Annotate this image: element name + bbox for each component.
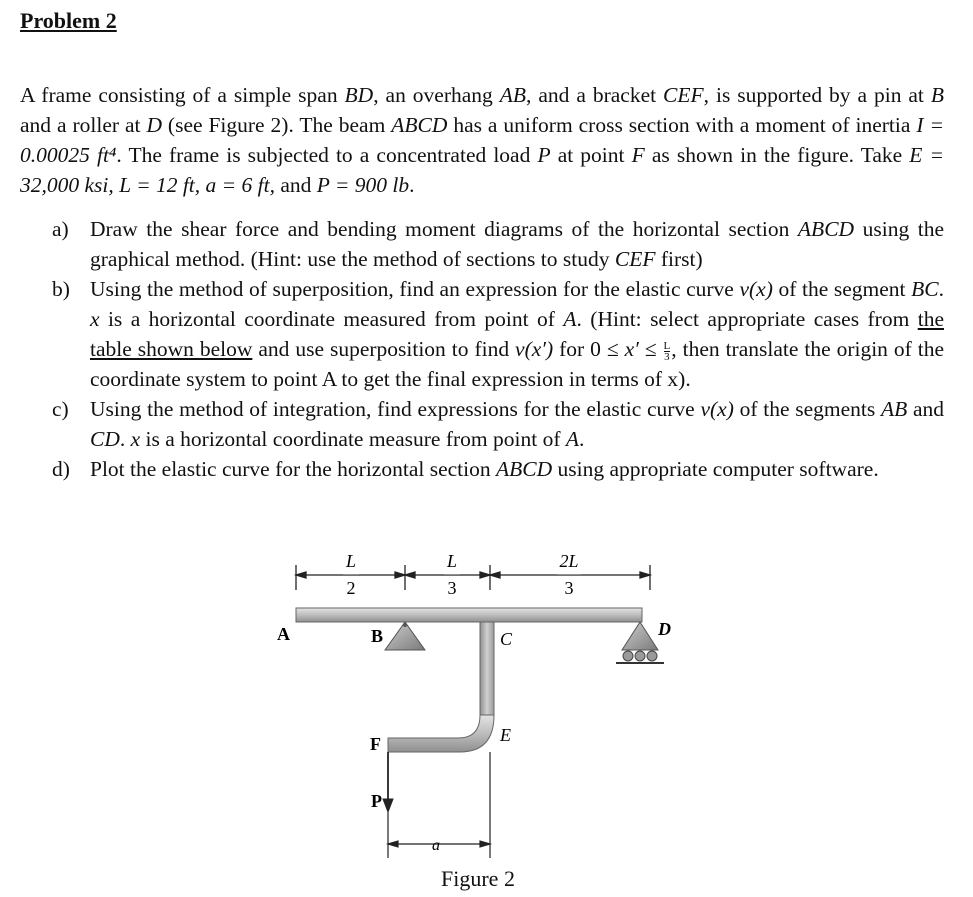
label-a: A — [277, 624, 290, 644]
task-letter: d) — [52, 457, 70, 481]
fraction-l-over-3: $\frac{L}{3}$ — [663, 339, 671, 363]
problem-heading: Problem 2 — [20, 8, 117, 33]
svg-text:2L: 2L — [559, 551, 579, 571]
label-b: B — [370, 626, 383, 646]
task-letter: a) — [52, 217, 69, 241]
dimension-label-l-over-2 — [343, 551, 359, 598]
svg-text:3: 3 — [447, 578, 457, 598]
figure-caption: Figure 2 — [441, 866, 515, 891]
svg-text:L: L — [446, 551, 458, 571]
label-c: C — [500, 629, 513, 649]
task-text: Using the method of integration, find expressions for the elastic curve v(x) of the segments AB and CD. x is a horizontal coordinate measure from point of A. — [90, 397, 944, 451]
pin-support-b — [385, 622, 425, 650]
label-f: F — [370, 734, 381, 754]
label-d: D — [658, 619, 671, 639]
label-p: P — [371, 791, 382, 811]
task-text: Draw the shear force and bending moment diagrams of the horizontal section ABCD using the graphical method. (Hint: use the method of sections to study CEF first) — [90, 217, 945, 271]
dimension-label-2l-over-3 — [557, 551, 581, 598]
dimension-label-a: a — [432, 837, 440, 854]
task-text: Using the method of superposition, find an expression for the elastic curve v(x) of the segment BC. x is a horizontal coordinate measured from point of A. (Hint: select appropriate cases from the table shown below and use superposition to find v(x′) for 0 ≤ x′ ≤ $\frac{L}{3}$ , then translate the origin of the coordinate system to point A to get the final expression in terms of x). — [90, 277, 945, 391]
svg-text:3: 3 — [564, 578, 574, 598]
load-arrow-p — [383, 752, 393, 812]
svg-text:L: L — [345, 551, 357, 571]
table-link[interactable]: the table shown below — [90, 307, 944, 361]
task-text: Plot the elastic curve for the horizontal section ABCD using appropriate computer software. — [90, 457, 879, 481]
beam-abcd — [296, 608, 642, 622]
dimension-label-l-over-3 — [444, 551, 460, 598]
label-e: E — [500, 725, 511, 745]
svg-text:2: 2 — [346, 578, 356, 598]
problem-statement: A frame consisting of a simple span BD, an overhang AB, and a bracket CEF, is supported by a pin at B and a roller at D (see Figure 2). The beam ABCD has a uniform cross section with a moment of inertia I = 0.00025 ft⁴. The frame is subjected to a concentrated load P at point F as shown in the figure. Take E = 32,000 ksi, L = 12 ft, a = 6 ft, and P = 900 lb. — [20, 83, 945, 197]
task-letter: b) — [52, 277, 70, 301]
roller-support-d — [616, 622, 664, 663]
task-letter: c) — [52, 397, 69, 421]
